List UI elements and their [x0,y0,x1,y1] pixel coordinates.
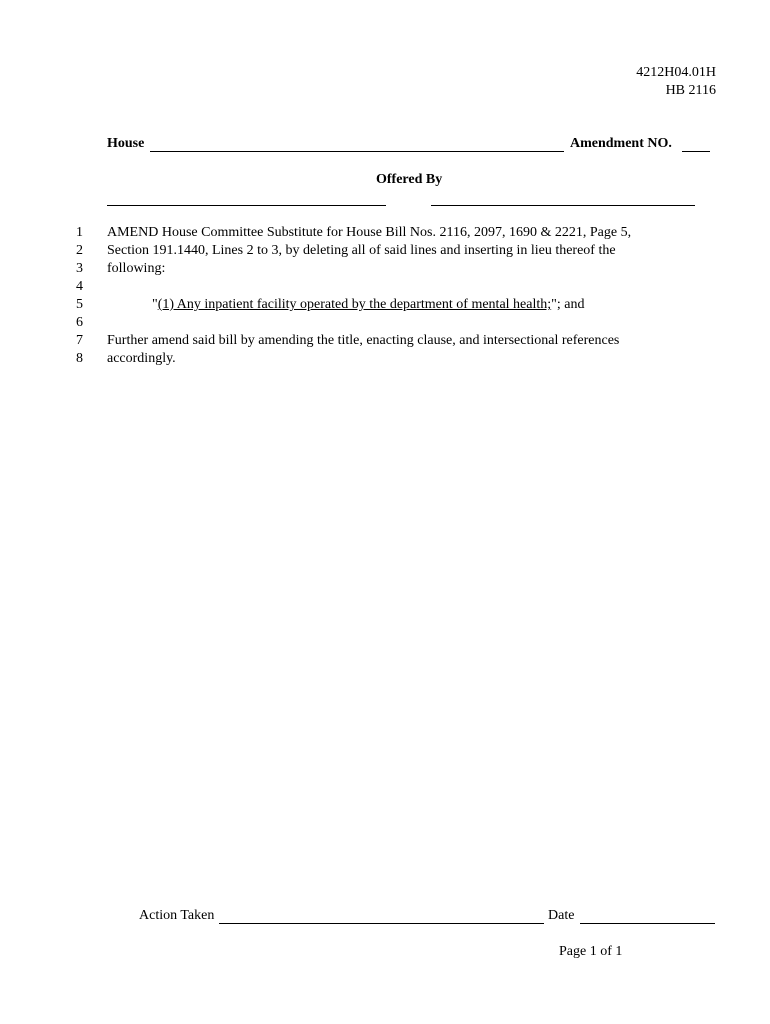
action-taken-blank-line [219,923,544,924]
body-line: AMEND House Committee Substitute for House Bill Nos. 2116, 2097, 1690 & 2221, Page 5, [107,225,632,240]
document-code: 4212H04.01H [636,65,716,80]
line-number: 2 [76,243,83,258]
inserted-text: (1) Any inpatient facility operated by the department of mental health; [157,297,552,312]
open-quote: " [152,297,158,312]
body-line: Further amend said bill by amending the title, enacting clause, and intersectional references [107,333,620,348]
inserted-text-line [152,296,584,314]
date-label: Date [548,908,575,923]
amendment-number-blank [682,151,710,152]
bill-number: HB 2116 [665,83,716,98]
action-taken-label: Action Taken [139,908,215,923]
offered-by-line-left [107,205,386,206]
line-number: 7 [76,333,83,348]
line-number: 4 [76,279,83,294]
line-number: 1 [76,225,83,240]
body-line: following: [107,261,166,276]
page-number: Page 1 of 1 [559,944,623,959]
body-line: Section 191.1440, Lines 2 to 3, by deleting all of said lines and inserting in lieu thereof the [107,243,616,258]
house-blank-line [150,151,564,152]
offered-by-label: Offered By [376,172,443,187]
insert-close: "; and [551,297,585,312]
house-label: House [107,136,145,151]
line-number: 3 [76,261,83,276]
date-blank-line [580,923,715,924]
body-line: accordingly. [107,351,176,366]
offered-by-line-right [431,205,695,206]
line-number: 6 [76,315,83,330]
amendment-label: Amendment NO. [570,136,672,151]
line-number: 8 [76,351,83,366]
line-number: 5 [76,297,83,312]
